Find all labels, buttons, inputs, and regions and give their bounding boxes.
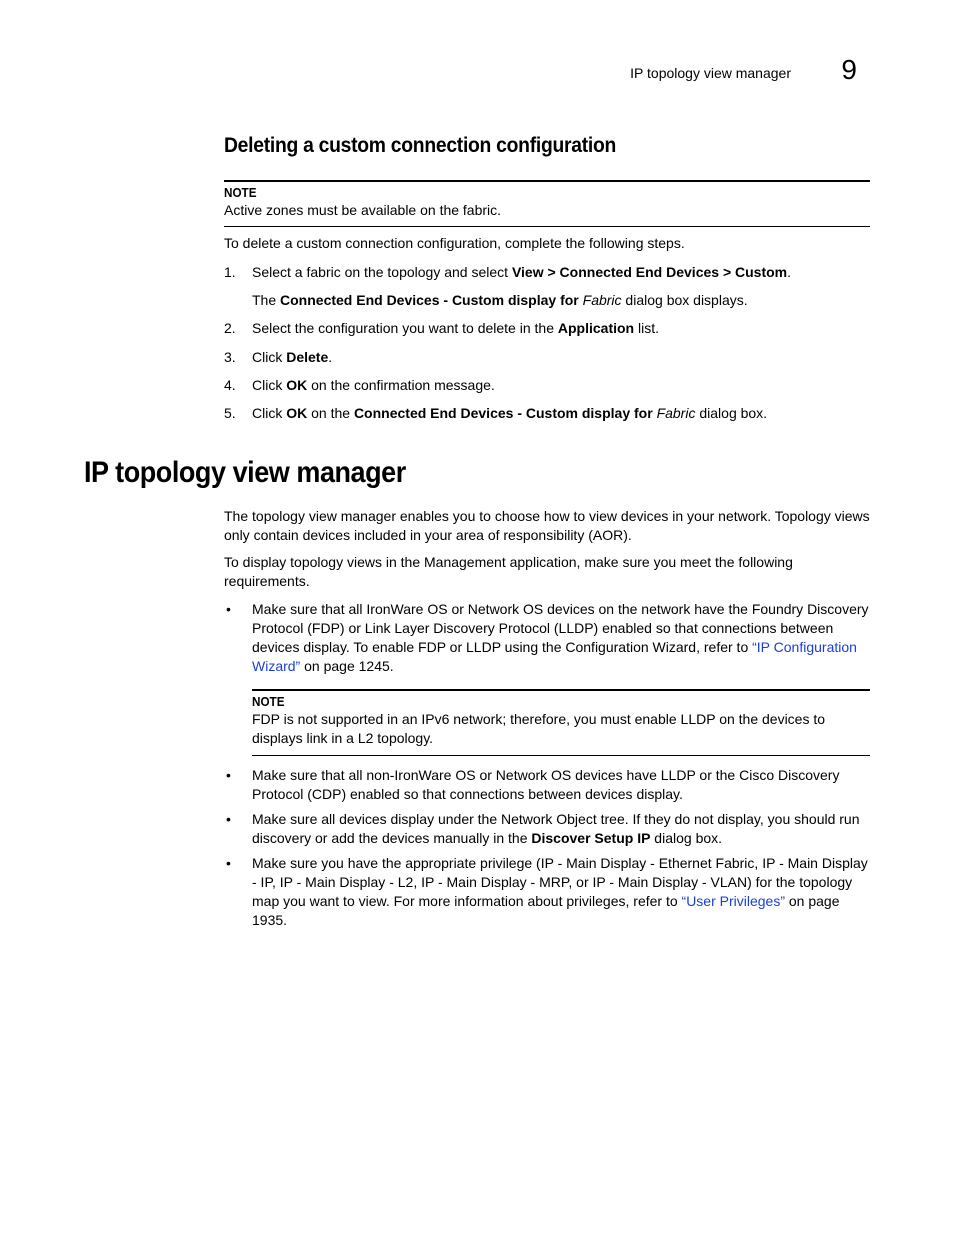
chapter-heading: IP topology view manager xyxy=(84,456,406,489)
step-result-text: The Connected End Devices - Custom display for Fabric dialog box displays. xyxy=(252,292,748,308)
note-label: NOTE xyxy=(224,185,257,200)
step-text: Select a fabric on the topology and select View > Connected End Devices > Custom. xyxy=(252,264,792,280)
paragraph: The topology view manager enables you to choose how to view devices in your network. Topology views only contain devices included in your area of responsibility (AOR). xyxy=(224,508,870,543)
section-heading: Deleting a custom connection configuration xyxy=(224,134,617,157)
step-text: Click OK on the Connected End Devices - Custom display for Fabric dialog box. xyxy=(252,405,768,421)
step-text: Click OK on the confirmation message. xyxy=(252,377,495,393)
bullet-item xyxy=(224,600,870,676)
step-number: 1. xyxy=(224,264,236,280)
step-number: 3. xyxy=(224,349,236,365)
bullet-item xyxy=(224,810,870,848)
bullet-text: Make sure that all IronWare OS or Network OS devices on the network have the Foundry Discovery Protocol (FDP) or Link Layer Discovery Protocol (LLDP) enabled so that connections between devices display. To enable FDP or LLDP using the Configuration Wizard, refer to “IP Configuration Wizard” on page 1245. xyxy=(252,601,869,674)
step-number: 5. xyxy=(224,405,236,421)
bullet-item xyxy=(224,766,870,804)
bullet-icon: • xyxy=(226,601,231,617)
intro-paragraph: To delete a custom connection configuration, complete the following steps. xyxy=(224,235,685,251)
note-box xyxy=(224,180,870,227)
note-text: FDP is not supported in an IPv6 network; therefore, you must enable LLDP on the devices to displays link in a L2 topology. xyxy=(252,711,826,746)
bullet-text: Make sure that all non-IronWare OS or Network OS devices have LLDP or the Cisco Discovery Protocol (CDP) enabled so that connections between devices display. xyxy=(252,767,840,802)
step-text: Click Delete. xyxy=(252,349,333,365)
bullet-icon: • xyxy=(226,767,231,783)
bullet-icon: • xyxy=(226,811,231,827)
bullet-text: Make sure all devices display under the Network Object tree. If they do not display, you should run discovery or add the devices manually in the Discover Setup IP dialog box. xyxy=(252,811,860,846)
step-number: 4. xyxy=(224,377,236,393)
note-label: NOTE xyxy=(252,694,285,709)
bullet-item xyxy=(224,854,870,930)
note-box xyxy=(252,689,870,756)
cross-reference-link[interactable]: “User Privileges” xyxy=(681,893,785,909)
chapter-number: 9 xyxy=(841,54,857,85)
cross-reference-link[interactable]: “IP Configuration Wizard” xyxy=(252,639,857,674)
paragraph: To display topology views in the Management application, make sure you meet the following requirements. xyxy=(224,554,793,589)
note-text: Active zones must be available on the fabric. xyxy=(224,202,502,218)
running-header: IP topology view manager xyxy=(630,65,791,81)
step-text: Select the configuration you want to delete in the Application list. xyxy=(252,320,659,336)
step-number: 2. xyxy=(224,320,236,336)
bullet-text: Make sure you have the appropriate privilege (IP - Main Display - Ethernet Fabric, IP - Main Display - IP, IP - Main Display - L2, IP - Main Display - MRP, or IP - Main Display - VLAN) for the topology map you want to view. For more information about privileges, refer to “User Privileges” on page 1935. xyxy=(252,855,868,928)
bullet-icon: • xyxy=(226,855,231,871)
